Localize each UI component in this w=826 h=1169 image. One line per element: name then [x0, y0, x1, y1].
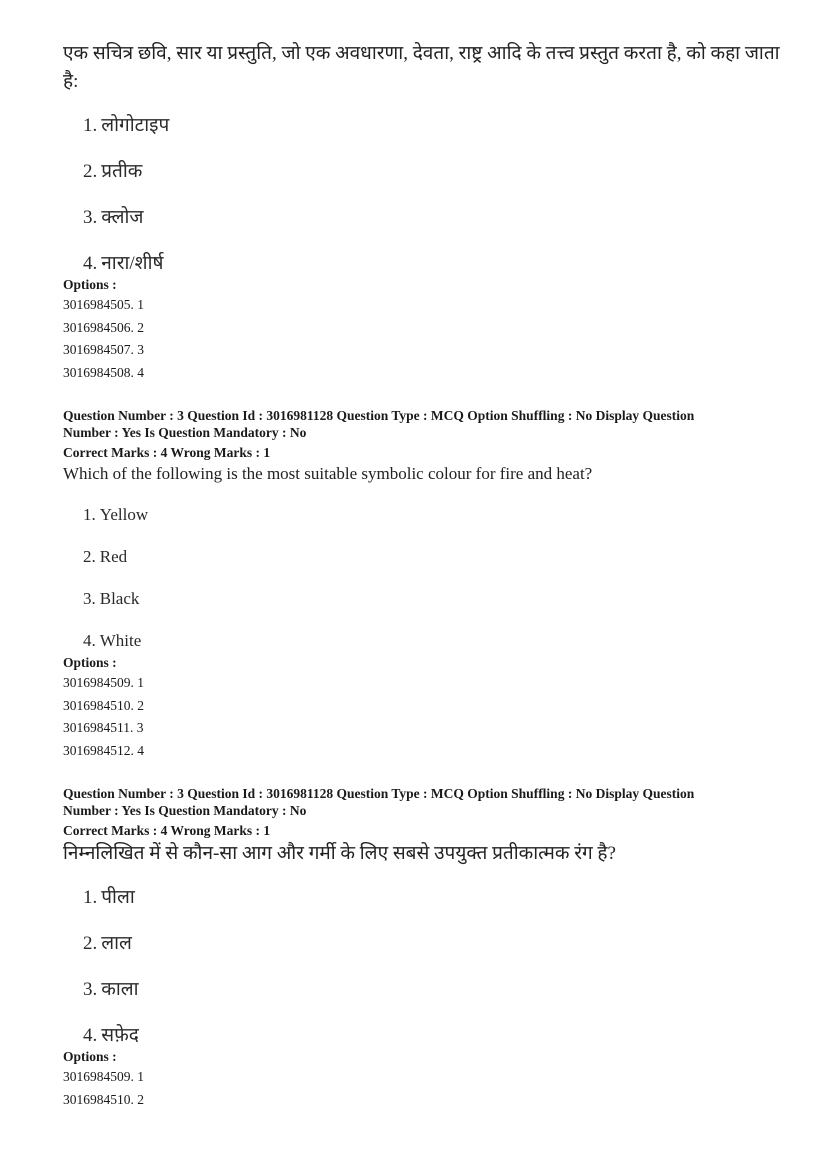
option-id: 3016984505. 1	[63, 297, 144, 312]
options-label: Options :	[63, 655, 117, 670]
choice-list	[63, 883, 783, 1051]
question-meta: Question Number : 3 Question Id : 3016981128 Question Type : MCQ Option Shuffling : No Display Question	[63, 786, 695, 801]
question-meta: Question Number : 3 Question Id : 3016981128 Question Type : MCQ Option Shuffling : No Display Question	[63, 408, 695, 423]
choice-item: 2. प्रतीक	[83, 161, 143, 182]
marks-line: Correct Marks : 4 Wrong Marks : 1	[63, 823, 271, 838]
choice-list	[63, 111, 783, 279]
option-id: 3016984509. 1	[63, 1069, 144, 1084]
option-id: 3016984509. 1	[63, 675, 144, 690]
option-id: 3016984512. 4	[63, 742, 144, 758]
question-text: एक सचित्र छवि, सार या प्रस्तुति, जो एक अवधारणा, देवता, राष्ट्र आदि के तत्त्व प्रस्तुत करता है, को कहा जाता है:	[63, 43, 780, 92]
choice-item: 3. क्लोज	[83, 207, 144, 228]
choice-item: 2. लाल	[83, 933, 132, 954]
document-page	[63, 0, 783, 1111]
option-id: 3016984510. 2	[63, 697, 144, 713]
question-meta: Number : Yes Is Question Mandatory : No	[63, 424, 307, 440]
question-text: निम्नलिखित में से कौन-सा आग और गर्मी के लिए सबसे उपयुक्त प्रतीकात्मक रंग है?	[63, 843, 616, 864]
choice-item: 3. काला	[83, 979, 139, 1000]
marks-line: Correct Marks : 4 Wrong Marks : 1	[63, 445, 271, 460]
option-id: 3016984511. 3	[63, 720, 144, 735]
question-block-3	[63, 786, 783, 1111]
choice-item: 1. लोगोटाइप	[83, 115, 170, 136]
option-id: 3016984510. 2	[63, 1091, 144, 1107]
question-block-2	[63, 408, 783, 762]
choice-list	[63, 502, 783, 654]
choice-item: 1. पीला	[83, 887, 135, 908]
option-id: 3016984507. 3	[63, 342, 144, 357]
choice-item: 2. Red	[83, 547, 128, 566]
choice-item: 3. Black	[83, 589, 140, 608]
question-meta: Number : Yes Is Question Mandatory : No	[63, 802, 307, 818]
options-label: Options :	[63, 277, 117, 292]
question-block-1	[63, 40, 783, 384]
choice-item: 4. नारा/शीर्ष	[83, 253, 164, 274]
choice-item: 4. सफ़ेद	[83, 1025, 139, 1046]
option-id: 3016984508. 4	[63, 364, 144, 380]
question-text: Which of the following is the most suitable symbolic colour for fire and heat?	[63, 464, 593, 483]
options-label: Options :	[63, 1049, 117, 1064]
choice-item: 4. White	[83, 631, 142, 650]
option-id: 3016984506. 2	[63, 319, 144, 335]
choice-item: 1. Yellow	[83, 505, 149, 524]
